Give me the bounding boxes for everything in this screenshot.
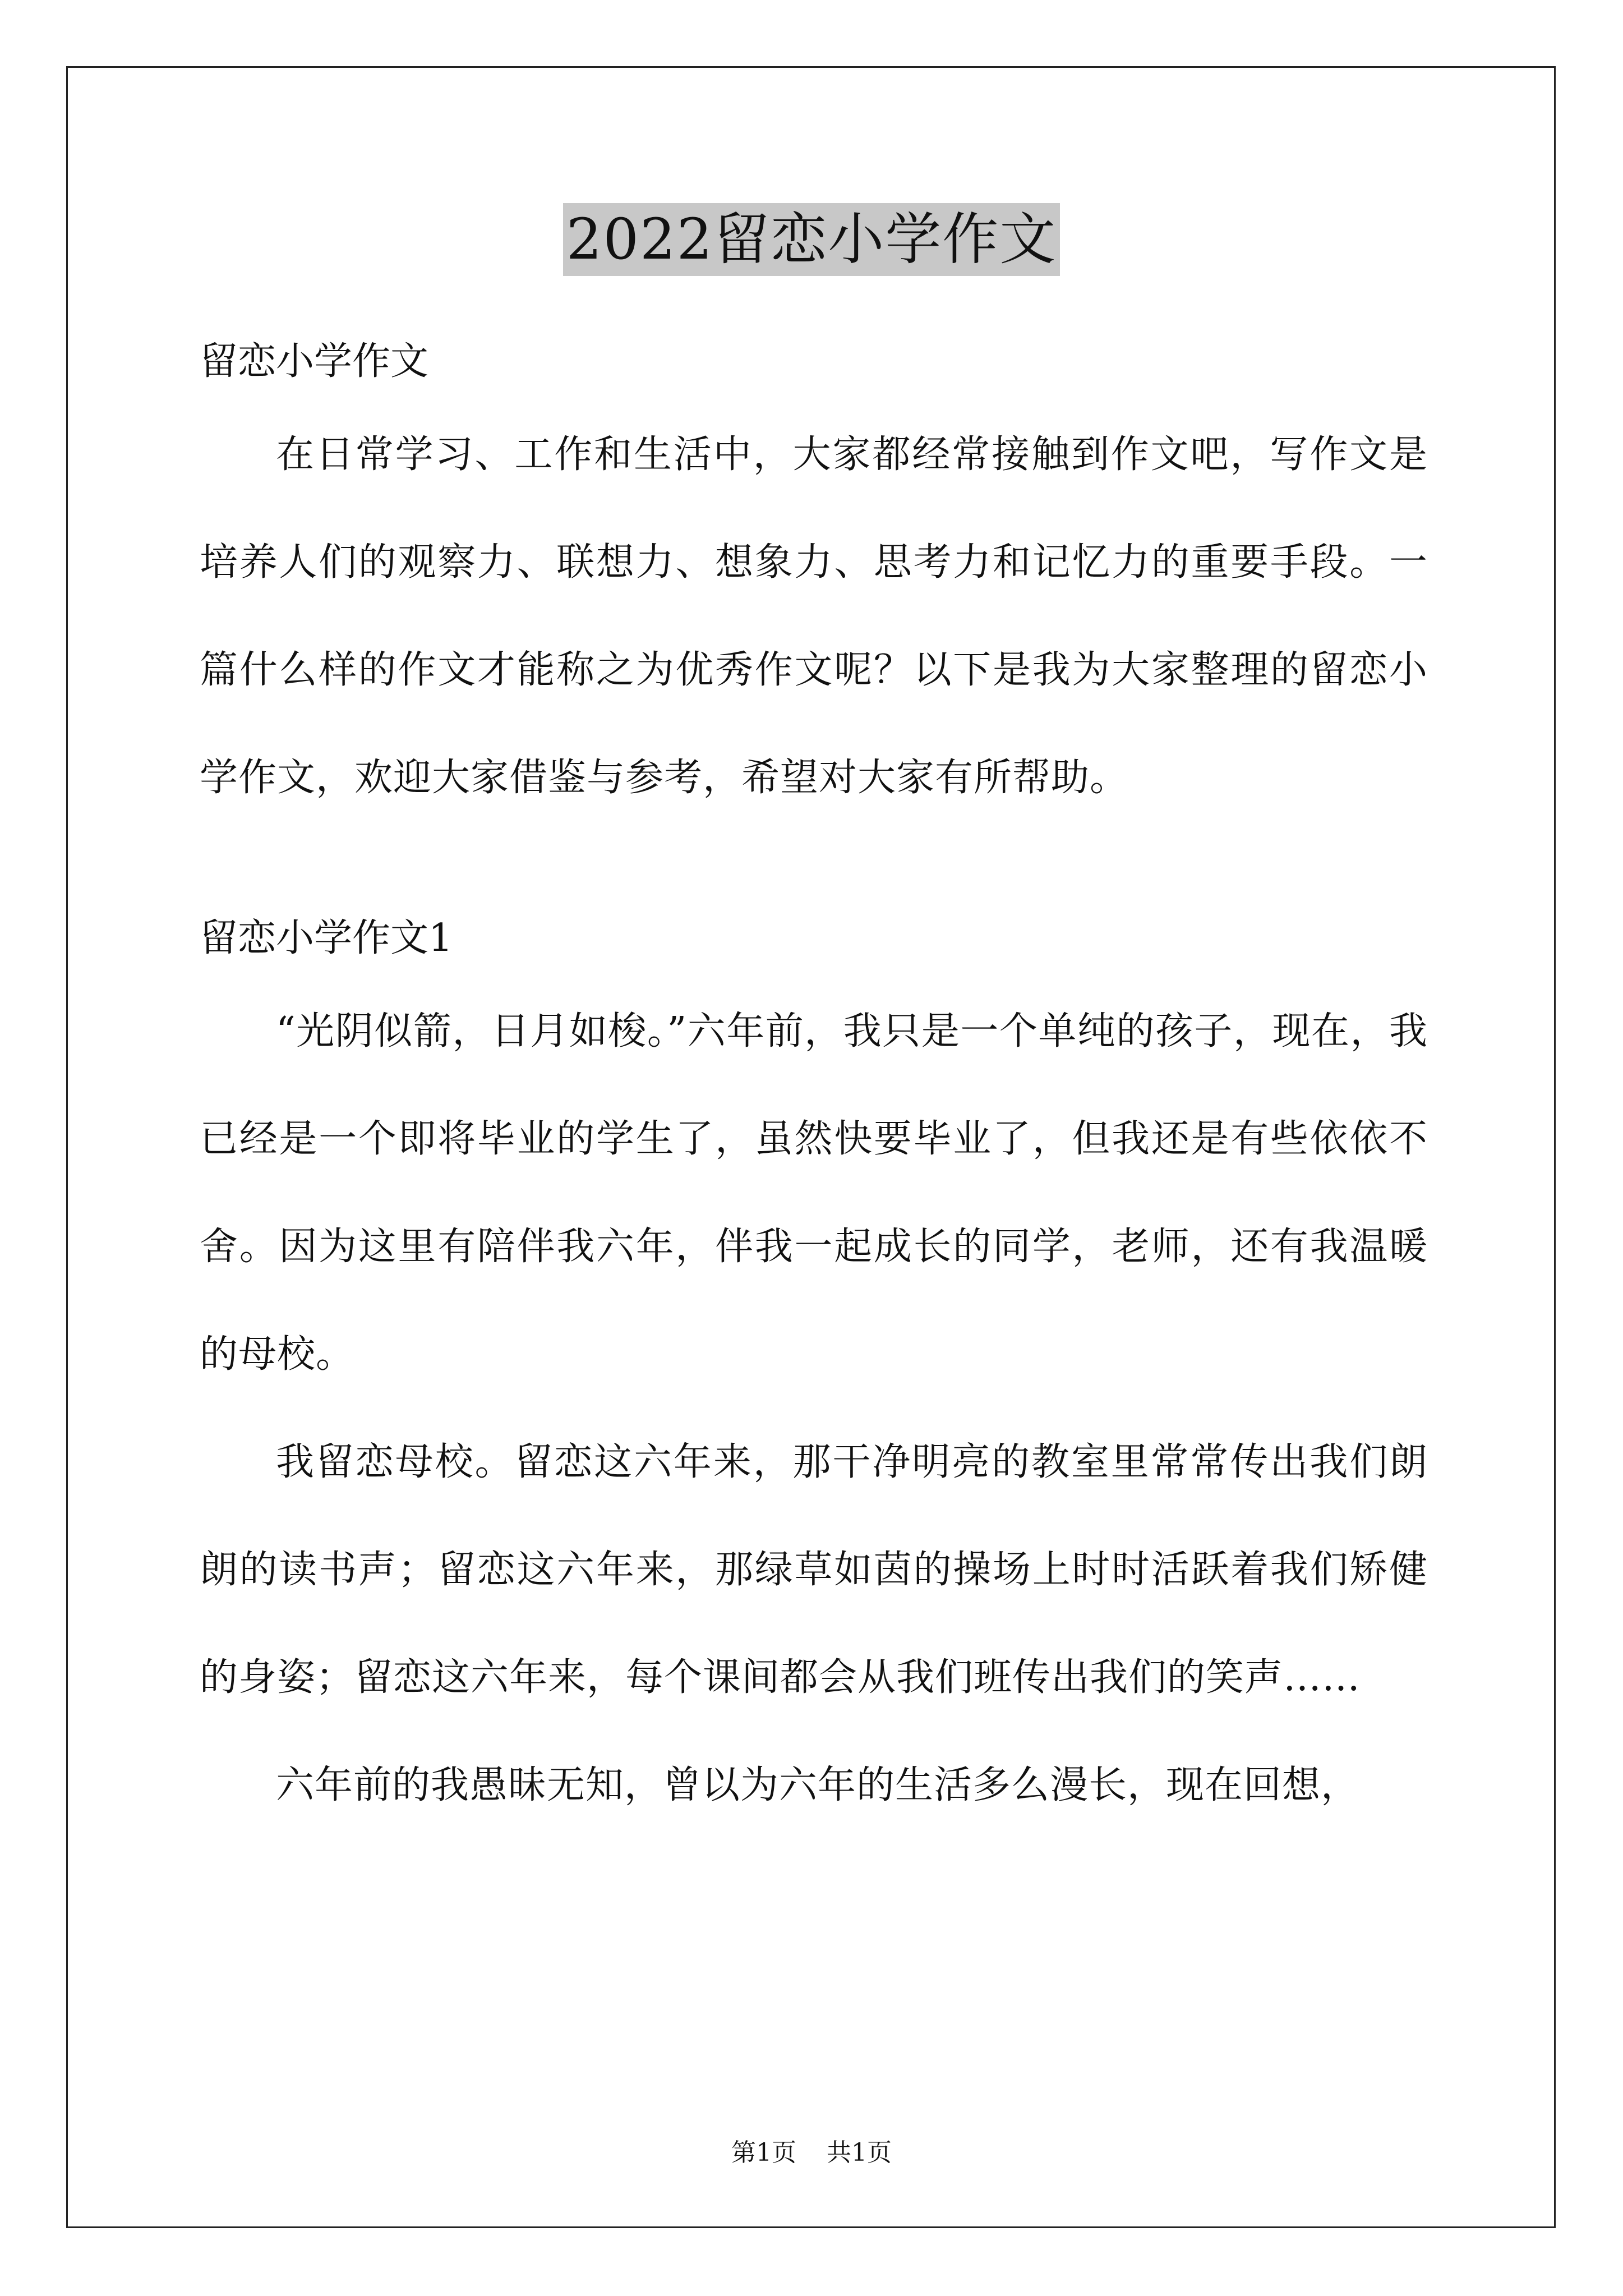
page-footer (0, 2136, 1623, 2170)
title-block (0, 203, 1623, 276)
body-paragraph-2: 我留恋母校。留恋这六年来，那干净明亮的教室里常常传出我们朗朗的读书声；留恋这六年来，那绿草如茵的操场上时时活跃着我们矫健的身姿；留恋这六年来，每个课间都会从我们班传出我们的笑声…… (200, 1440, 1428, 1700)
document-body (200, 314, 1428, 1839)
page-total: 共1页 (827, 2138, 892, 2167)
subtitle: 留恋小学作文 (200, 339, 429, 384)
intro-paragraph: 在日常学习、工作和生活中，大家都经常接触到作文吧，写作文是培养人们的观察力、联想力、想象力、思考力和记忆力的重要手段。一篇什么样的作文才能称之为优秀作文呢？以下是我为大家整理的留恋小学作文，欢迎大家借鉴与参考，希望对大家有所帮助。 (200, 432, 1428, 800)
body-paragraph-3: 六年前的我愚昧无知，曾以为六年的生活多么漫长，现在回想， (276, 1763, 1360, 1807)
document-title: 2022留恋小学作文 (563, 203, 1061, 276)
body-paragraph-1: “光阴似箭，日月如梭。”六年前，我只是一个单纯的孩子，现在，我已经是一个即将毕业的学生了，虽然快要毕业了，但我还是有些依依不舍。因为这里有陪伴我六年，伴我一起成长的同学，老师，还有我温暖的母校。 (200, 1009, 1428, 1377)
section-heading: 留恋小学作文1 (200, 916, 453, 960)
page-number: 第1页 (731, 2138, 796, 2167)
